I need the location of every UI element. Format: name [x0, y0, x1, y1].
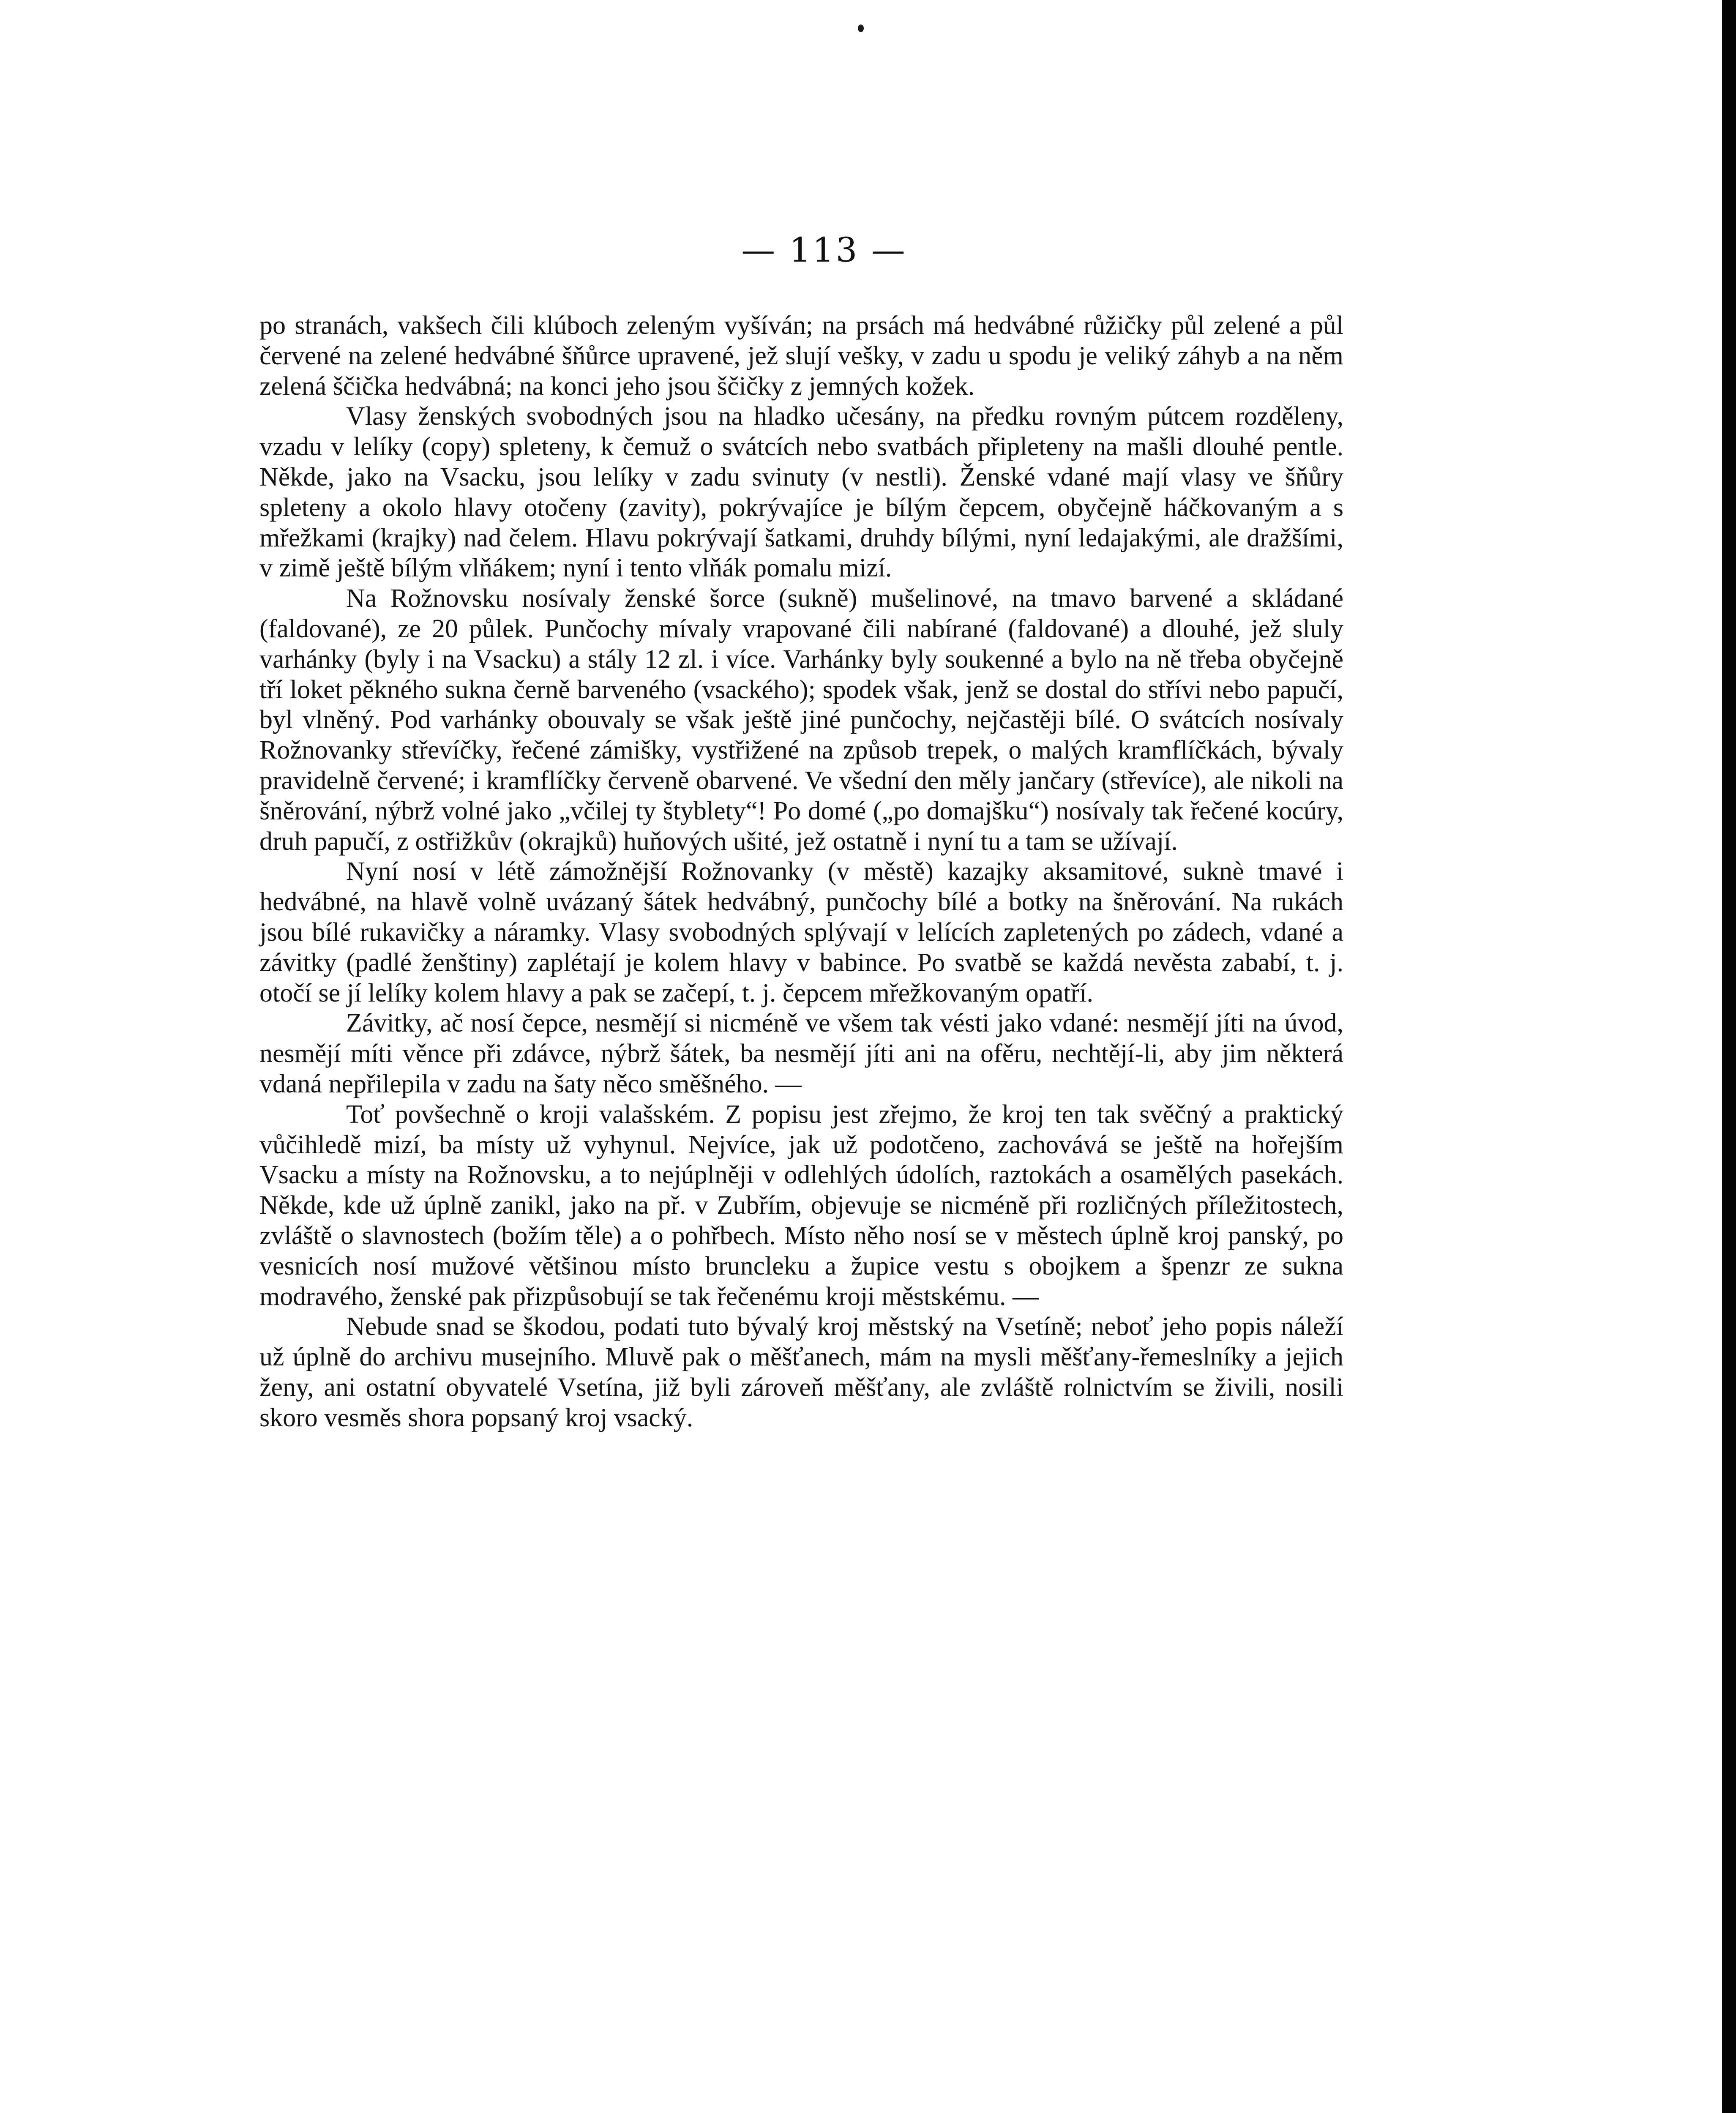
- paragraph-3: Na Rožnovsku nosívaly ženské šorce (sukně) mušelinové, na tmavo barvené a skládané (faldované), ze 20 půlek. Punčochy mívaly vrapované čili nabírané (faldované) a dlouhé, jež sluly varhánky (byly i na Vsacku) a stály 12 zl. i více. Varhánky byly soukenné a bylo na ně třeba obyčejně tří loket pěkného sukna černě barveného (vsackého); spodek však, jenž se dostal do střívi nebo papučí, byl vlněný. Pod varhánky obouvaly se však ještě jiné punčochy, nejčastěji bílé. O svátcích nosívaly Rožnovanky střevíčky, řečené zámišky, vystřižené na způsob trepek, o malých kramflíčkách, bývaly pravidelně červené; i kramflíčky červeně obarvené. Ve všední den měly jančary (střevíce), ale nikoli na šněrování, nýbrž volné jako „včilej ty štyblety“! Po domé („po domajšku“) nosívaly tak řečené kocúry, druh papučí, z ostřižkův (okrajků) huňových ušité, jež ostatně i nyní tu a tam se užívají.: [259, 584, 1343, 856]
- ink-speck: [858, 25, 864, 32]
- paragraph-2: Vlasy ženských svobodných jsou na hladko učesány, na předku rovným pútcem rozděleny, vzadu v lelíky (copy) spleteny, k čemuž o svátcích nebo svatbách připleteny na mašli dlouhé pentle. Někde, jako na Vsacku, jsou lelíky v zadu svinuty (v nestli). Ženské vdané mají vlasy ve šňůry spleteny a okolo hlavy otočeny (zavity), pokrývajíce je bílým čepcem, obyčejně háčkovaným a s mřežkami (krajky) nad čelem. Hlavu pokrývají šatkami, druhdy bílými, nyní ledajakými, ale dražšími, v zimě ještě bílým vlňákem; nyní i tento vlňák pomalu mizí.: [259, 402, 1343, 583]
- paragraph-4: Nyní nosí v létě zámožnější Rožnovanky (v městě) kazajky aksamitové, suknè tmavé i hedvábné, na hlavě volně uvázaný šátek hedvábný, punčochy bílé a botky na šněrování. Na rukách jsou bílé rukavičky a náramky. Vlasy svobodných splývají v lelících zapletených po zádech, vdané a závitky (padlé ženštiny) zaplétají je kolem hlavy v babince. Po svatbě se každá nevěsta zababí, t. j. otočí se jí lelíky kolem hlavy a pak se začepí, t. j. čepcem mřežkovaným opatří.: [259, 857, 1343, 1007]
- body-text: [259, 311, 1343, 1433]
- paragraph-5: Závitky, ač nosí čepce, nesmějí si nicméně ve všem tak vésti jako vdané: nesmějí jíti na úvod, nesmějí míti věnce při zdávce, nýbrž šátek, ba nesmějí jíti ani na ofěru, nechtějí-li, aby jim některá vdaná nepřilepila v zadu na šaty něco směšného. —: [259, 1009, 1343, 1098]
- scan-edge: [1722, 0, 1736, 2113]
- paragraph-1: po stranách, vakšech čili klúboch zeleným vyšíván; na prsách má hedvábné růžičky půl zelené a půl červené na zelené hedvábné šňůrce upravené, jež slují vešky, v zadu u spodu je veliký záhyb a na něm zelená ščička hedvábná; na konci jeho jsou ščičky z jemných kožek.: [259, 311, 1343, 401]
- paragraph-6: Toť povšechně o kroji valašském. Z popisu jest zřejmo, že kroj ten tak svěčný a praktický vůčihledě mizí, ba místy už vyhynul. Nejvíce, jak už podotčeno, zachovává se ještě na hořejším Vsacku a místy na Rožnovsku, a to nejúplněji v odlehlých údolích, raztokách a osamělých pasekách. Někde, kde už úplně zanikl, jako na př. v Zubřím, objevuje se nicméně při rozličných příležitostech, zvláště o slavnostech (božím těle) a o pohřbech. Místo něho nosí se v městech úplně kroj panský, po vesnicích nosí mužové většinou místo bruncleku a župice vestu s obojkem a špenzr ze sukna modravého, ženské pak přizpůsobují se tak řečenému kroji městskému. —: [259, 1100, 1343, 1311]
- page-number: — 113 —: [741, 230, 907, 270]
- paragraph-7: Nebude snad se škodou, podati tuto bývalý kroj městský na Vsetíně; neboť jeho popis náleží už úplně do archivu musejního. Mluvě pak o měšťanech, mám na mysli měšťany-řemeslníky a jejich ženy, ani ostatní obyvatelé Vsetína, již byli zároveň měšťany, ale zvláště rolnictvím se živili, nosili skoro vesměs shora popsaný kroj vsacký.: [259, 1312, 1343, 1432]
